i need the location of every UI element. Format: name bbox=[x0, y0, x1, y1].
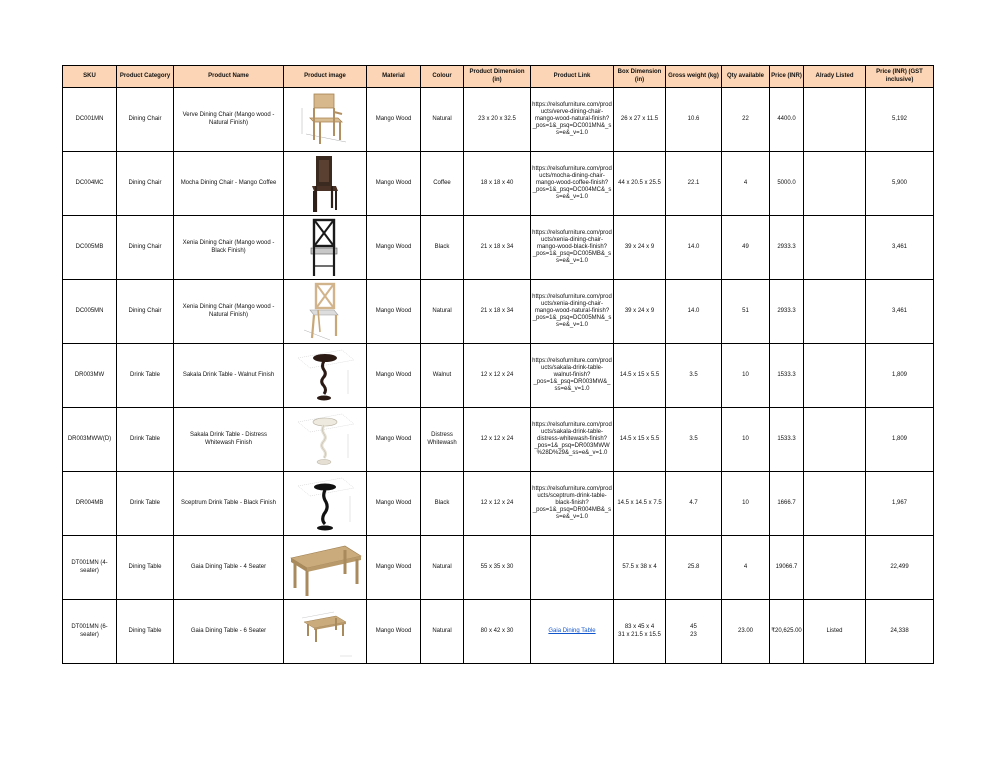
material-cell[interactable]: Mango Wood bbox=[367, 472, 421, 536]
table-row bbox=[63, 216, 934, 280]
image-cell[interactable] bbox=[284, 408, 367, 472]
category-cell[interactable]: Dining Chair bbox=[117, 152, 174, 216]
table-row bbox=[63, 472, 934, 536]
qty-cell[interactable]: 10 bbox=[722, 472, 770, 536]
dimension-cell[interactable]: 55 x 35 x 30 bbox=[464, 536, 531, 600]
chair-xnatural-image bbox=[290, 282, 360, 342]
box-dimension-cell[interactable]: 39 x 24 x 9 bbox=[614, 216, 666, 280]
header-cell[interactable]: Alrady Listed bbox=[804, 66, 866, 88]
price-cell[interactable]: 1533.3 bbox=[770, 344, 804, 408]
weight-cell[interactable] bbox=[666, 600, 722, 664]
header-cell[interactable]: Colour bbox=[421, 66, 464, 88]
box-dimension-line: 83 x 45 x 4 bbox=[624, 624, 655, 631]
dimension-cell[interactable]: 12 x 12 x 24 bbox=[464, 344, 531, 408]
chair-natural-image bbox=[290, 90, 360, 150]
link-cell[interactable]: https://relsofurniture.com/products/verve-dining-chair-mango-wood-natural-finish?_pos=1&_psq=DC001MN&_ss=e&_v=1.0 bbox=[531, 88, 614, 152]
material-cell[interactable]: Mango Wood bbox=[367, 600, 421, 664]
weight-cell[interactable]: 22.1 bbox=[666, 152, 722, 216]
link-cell[interactable]: https://relsofurniture.com/products/sakala-drink-table-distress-whitewash-finish?_pos=1&_psq=DR003MWW%28D%29&_ss=e&_v=1.0 bbox=[531, 408, 614, 472]
name-cell[interactable]: Sceptrum Drink Table - Black Finish bbox=[174, 472, 284, 536]
weight-line: 45 bbox=[690, 624, 697, 631]
sku-cell[interactable]: DC004MC bbox=[63, 152, 117, 216]
link-cell[interactable]: https://relsofurniture.com/products/xenia-dining-chair-mango-wood-black-finish?_pos=1&_psq=DC005MB&_ss=e&_v=1.0 bbox=[531, 216, 614, 280]
name-cell[interactable]: Gaia Dining Table - 6 Seater bbox=[174, 600, 284, 664]
header-cell[interactable]: SKU bbox=[63, 66, 117, 88]
header-cell[interactable]: Product Link bbox=[531, 66, 614, 88]
category-cell[interactable]: Dining Chair bbox=[117, 280, 174, 344]
listed-cell[interactable] bbox=[804, 536, 866, 600]
qty-cell[interactable]: 10 bbox=[722, 408, 770, 472]
link-cell[interactable]: https://relsofurniture.com/products/sceptrum-drink-table-black-finish?_pos=1&_psq=DR004MB&_ss=e&_v=1.0 bbox=[531, 472, 614, 536]
weight-cell[interactable]: 3.5 bbox=[666, 408, 722, 472]
listed-cell[interactable] bbox=[804, 152, 866, 216]
box-dimension-cell[interactable]: 14.5 x 14.5 x 7.5 bbox=[614, 472, 666, 536]
box-dimension-cell[interactable]: 44 x 20.5 x 25.5 bbox=[614, 152, 666, 216]
name-cell[interactable]: Sakala Drink Table - Distress Whitewash Finish bbox=[174, 408, 284, 472]
material-cell[interactable]: Mango Wood bbox=[367, 216, 421, 280]
header-cell[interactable]: Qty available bbox=[722, 66, 770, 88]
box-dimension-cell[interactable]: 26 x 27 x 11.5 bbox=[614, 88, 666, 152]
name-cell[interactable]: Gaia Dining Table - 4 Seater bbox=[174, 536, 284, 600]
dimension-cell[interactable]: 18 x 18 x 40 bbox=[464, 152, 531, 216]
table-row bbox=[63, 88, 934, 152]
material-cell[interactable]: Mango Wood bbox=[367, 536, 421, 600]
material-cell[interactable]: Mango Wood bbox=[367, 88, 421, 152]
box-dimension-cell[interactable]: 57.5 x 38 x 4 bbox=[614, 536, 666, 600]
gst-price-cell[interactable]: 1,809 bbox=[866, 344, 934, 408]
colour-cell[interactable]: Black bbox=[421, 216, 464, 280]
header-cell[interactable]: Product Dimension (in) bbox=[464, 66, 531, 88]
category-cell[interactable]: Dining Chair bbox=[117, 88, 174, 152]
listed-cell[interactable] bbox=[804, 216, 866, 280]
price-cell[interactable]: 4400.0 bbox=[770, 88, 804, 152]
gst-price-cell[interactable]: 3,461 bbox=[866, 280, 934, 344]
image-cell[interactable] bbox=[284, 216, 367, 280]
price-cell[interactable]: 1533.3 bbox=[770, 408, 804, 472]
image-cell[interactable] bbox=[284, 88, 367, 152]
material-cell[interactable]: Mango Wood bbox=[367, 280, 421, 344]
listed-cell[interactable] bbox=[804, 408, 866, 472]
price-cell[interactable]: 19066.7 bbox=[770, 536, 804, 600]
colour-cell[interactable]: Walnut bbox=[421, 344, 464, 408]
chair-black-image bbox=[290, 218, 360, 278]
material-cell[interactable]: Mango Wood bbox=[367, 408, 421, 472]
name-cell[interactable]: Xenia Dining Chair (Mango wood - Natural Finish) bbox=[174, 280, 284, 344]
drink-table-walnut-image bbox=[290, 346, 360, 406]
qty-cell[interactable]: 4 bbox=[722, 536, 770, 600]
table-row bbox=[63, 280, 934, 344]
drink-table-white-image bbox=[290, 410, 360, 470]
box-dimension-cell[interactable]: 39 x 24 x 9 bbox=[614, 280, 666, 344]
qty-cell[interactable]: 49 bbox=[722, 216, 770, 280]
box-dimension-cell[interactable]: 14.5 x 15 x 5.5 bbox=[614, 408, 666, 472]
header-cell[interactable]: Product image bbox=[284, 66, 367, 88]
dimension-cell[interactable]: 12 x 12 x 24 bbox=[464, 408, 531, 472]
sku-cell[interactable]: DC001MN bbox=[63, 88, 117, 152]
qty-cell[interactable]: 23.00 bbox=[722, 600, 770, 664]
weight-cell[interactable]: 14.0 bbox=[666, 216, 722, 280]
weight-cell[interactable]: 10.6 bbox=[666, 88, 722, 152]
table-row bbox=[63, 536, 934, 600]
gst-price-cell[interactable]: 3,461 bbox=[866, 216, 934, 280]
gst-price-cell[interactable]: 1,967 bbox=[866, 472, 934, 536]
header-cell[interactable]: Product Category bbox=[117, 66, 174, 88]
link-cell[interactable]: https://relsofurniture.com/products/xenia-dining-chair-mango-wood-natural-finish?_pos=1&_psq=DC005MN&_ss=e&_v=1.0 bbox=[531, 280, 614, 344]
weight-cell[interactable]: 4.7 bbox=[666, 472, 722, 536]
sku-cell[interactable]: DR003MWW(D) bbox=[63, 408, 117, 472]
table-row bbox=[63, 600, 934, 664]
colour-cell[interactable]: Coffee bbox=[421, 152, 464, 216]
weight-cell[interactable]: 14.0 bbox=[666, 280, 722, 344]
link-cell[interactable]: https://relsofurniture.com/products/mocha-dining-chair-mango-wood-coffee-finish?_pos=1&_psq=DC004MC&_ss=e&_v=1.0 bbox=[531, 152, 614, 216]
category-cell[interactable]: Drink Table bbox=[117, 472, 174, 536]
listed-cell[interactable] bbox=[804, 344, 866, 408]
name-cell[interactable]: Mocha Dining Chair - Mango Coffee bbox=[174, 152, 284, 216]
gst-price-cell[interactable]: 22,499 bbox=[866, 536, 934, 600]
image-cell[interactable] bbox=[284, 472, 367, 536]
dimension-cell[interactable]: 23 x 20 x 32.5 bbox=[464, 88, 531, 152]
price-cell[interactable]: 2933.3 bbox=[770, 216, 804, 280]
header-cell[interactable]: Gross weight (kg) bbox=[666, 66, 722, 88]
name-cell[interactable]: Verve Dining Chair (Mango wood - Natural Finish) bbox=[174, 88, 284, 152]
dining-table-4-image bbox=[285, 538, 365, 598]
category-cell[interactable]: Drink Table bbox=[117, 408, 174, 472]
product-sheet bbox=[62, 65, 934, 664]
category-cell[interactable]: Dining Table bbox=[117, 600, 174, 664]
weight-cell[interactable]: 3.5 bbox=[666, 344, 722, 408]
colour-cell[interactable]: Natural bbox=[421, 280, 464, 344]
product-hyperlink[interactable]: Gaia Dining Table bbox=[548, 627, 596, 634]
listed-cell[interactable]: Listed bbox=[804, 600, 866, 664]
dimension-cell[interactable]: 12 x 12 x 24 bbox=[464, 472, 531, 536]
link-cell[interactable]: https://relsofurniture.com/products/sakala-drink-table-walnut-finish?_pos=1&_psq=DR003MW&_ss=e&_v=1.0 bbox=[531, 344, 614, 408]
sku-cell[interactable]: DT001MN (6-seater) bbox=[63, 600, 117, 664]
colour-cell[interactable]: Black bbox=[421, 472, 464, 536]
table-row bbox=[63, 408, 934, 472]
listed-cell[interactable] bbox=[804, 472, 866, 536]
link-cell bbox=[531, 600, 614, 664]
image-cell[interactable] bbox=[284, 600, 367, 664]
qty-cell[interactable]: 4 bbox=[722, 152, 770, 216]
listed-cell[interactable] bbox=[804, 280, 866, 344]
name-cell[interactable]: Xenia Dining Chair (Mango wood - Black Finish) bbox=[174, 216, 284, 280]
image-cell[interactable] bbox=[284, 280, 367, 344]
header-cell[interactable]: Price (INR) (GST inclusive) bbox=[866, 66, 934, 88]
header-cell[interactable]: Box Dimension (in) bbox=[614, 66, 666, 88]
chair-coffee-image bbox=[290, 154, 360, 214]
price-cell[interactable]: 5000.0 bbox=[770, 152, 804, 216]
dimension-cell[interactable]: 80 x 42 x 30 bbox=[464, 600, 531, 664]
sku-cell[interactable]: DC005MN bbox=[63, 280, 117, 344]
sku-cell[interactable]: DR003MW bbox=[63, 344, 117, 408]
sku-cell[interactable]: DR004MB bbox=[63, 472, 117, 536]
price-cell[interactable]: 1666.7 bbox=[770, 472, 804, 536]
colour-cell[interactable]: Distress Whitewash bbox=[421, 408, 464, 472]
weight-cell[interactable]: 25.8 bbox=[666, 536, 722, 600]
header-row bbox=[63, 66, 934, 88]
colour-cell[interactable]: Natural bbox=[421, 536, 464, 600]
material-cell[interactable]: Mango Wood bbox=[367, 152, 421, 216]
gst-price-cell[interactable]: 1,809 bbox=[866, 408, 934, 472]
box-dimension-cell[interactable] bbox=[614, 600, 666, 664]
image-cell[interactable] bbox=[284, 152, 367, 216]
gst-price-cell[interactable]: 5,192 bbox=[866, 88, 934, 152]
colour-cell[interactable]: Natural bbox=[421, 600, 464, 664]
dining-table-6-image bbox=[290, 602, 360, 662]
header-cell[interactable]: Price (INR) bbox=[770, 66, 804, 88]
gst-price-cell[interactable]: 5,900 bbox=[866, 152, 934, 216]
gst-price-cell[interactable]: 24,338 bbox=[866, 600, 934, 664]
category-cell[interactable]: Drink Table bbox=[117, 344, 174, 408]
box-dimension-line: 31 x 21.5 x 15.5 bbox=[618, 631, 661, 638]
drink-table-black-image bbox=[290, 474, 360, 534]
link-cell[interactable] bbox=[531, 536, 614, 600]
colour-cell[interactable]: Natural bbox=[421, 88, 464, 152]
sku-cell[interactable]: DC005MB bbox=[63, 216, 117, 280]
dimension-cell[interactable]: 21 x 18 x 34 bbox=[464, 216, 531, 280]
qty-cell[interactable]: 51 bbox=[722, 280, 770, 344]
price-cell[interactable]: 2933.3 bbox=[770, 280, 804, 344]
qty-cell[interactable]: 10 bbox=[722, 344, 770, 408]
name-cell[interactable]: Sakala Drink Table - Walnut Finish bbox=[174, 344, 284, 408]
image-cell[interactable] bbox=[284, 536, 367, 600]
price-cell[interactable]: ₹20,625.00 bbox=[770, 600, 804, 664]
weight-line: 23 bbox=[690, 631, 697, 638]
qty-cell[interactable]: 22 bbox=[722, 88, 770, 152]
listed-cell[interactable] bbox=[804, 88, 866, 152]
dimension-cell[interactable]: 21 x 18 x 34 bbox=[464, 280, 531, 344]
category-cell[interactable]: Dining Table bbox=[117, 536, 174, 600]
material-cell[interactable]: Mango Wood bbox=[367, 344, 421, 408]
image-cell[interactable] bbox=[284, 344, 367, 408]
box-dimension-cell[interactable]: 14.5 x 15 x 5.5 bbox=[614, 344, 666, 408]
table-row bbox=[63, 344, 934, 408]
header-cell[interactable]: Product Name bbox=[174, 66, 284, 88]
table-row bbox=[63, 152, 934, 216]
category-cell[interactable]: Dining Chair bbox=[117, 216, 174, 280]
sku-cell[interactable]: DT001MN (4-seater) bbox=[63, 536, 117, 600]
header-cell[interactable]: Material bbox=[367, 66, 421, 88]
